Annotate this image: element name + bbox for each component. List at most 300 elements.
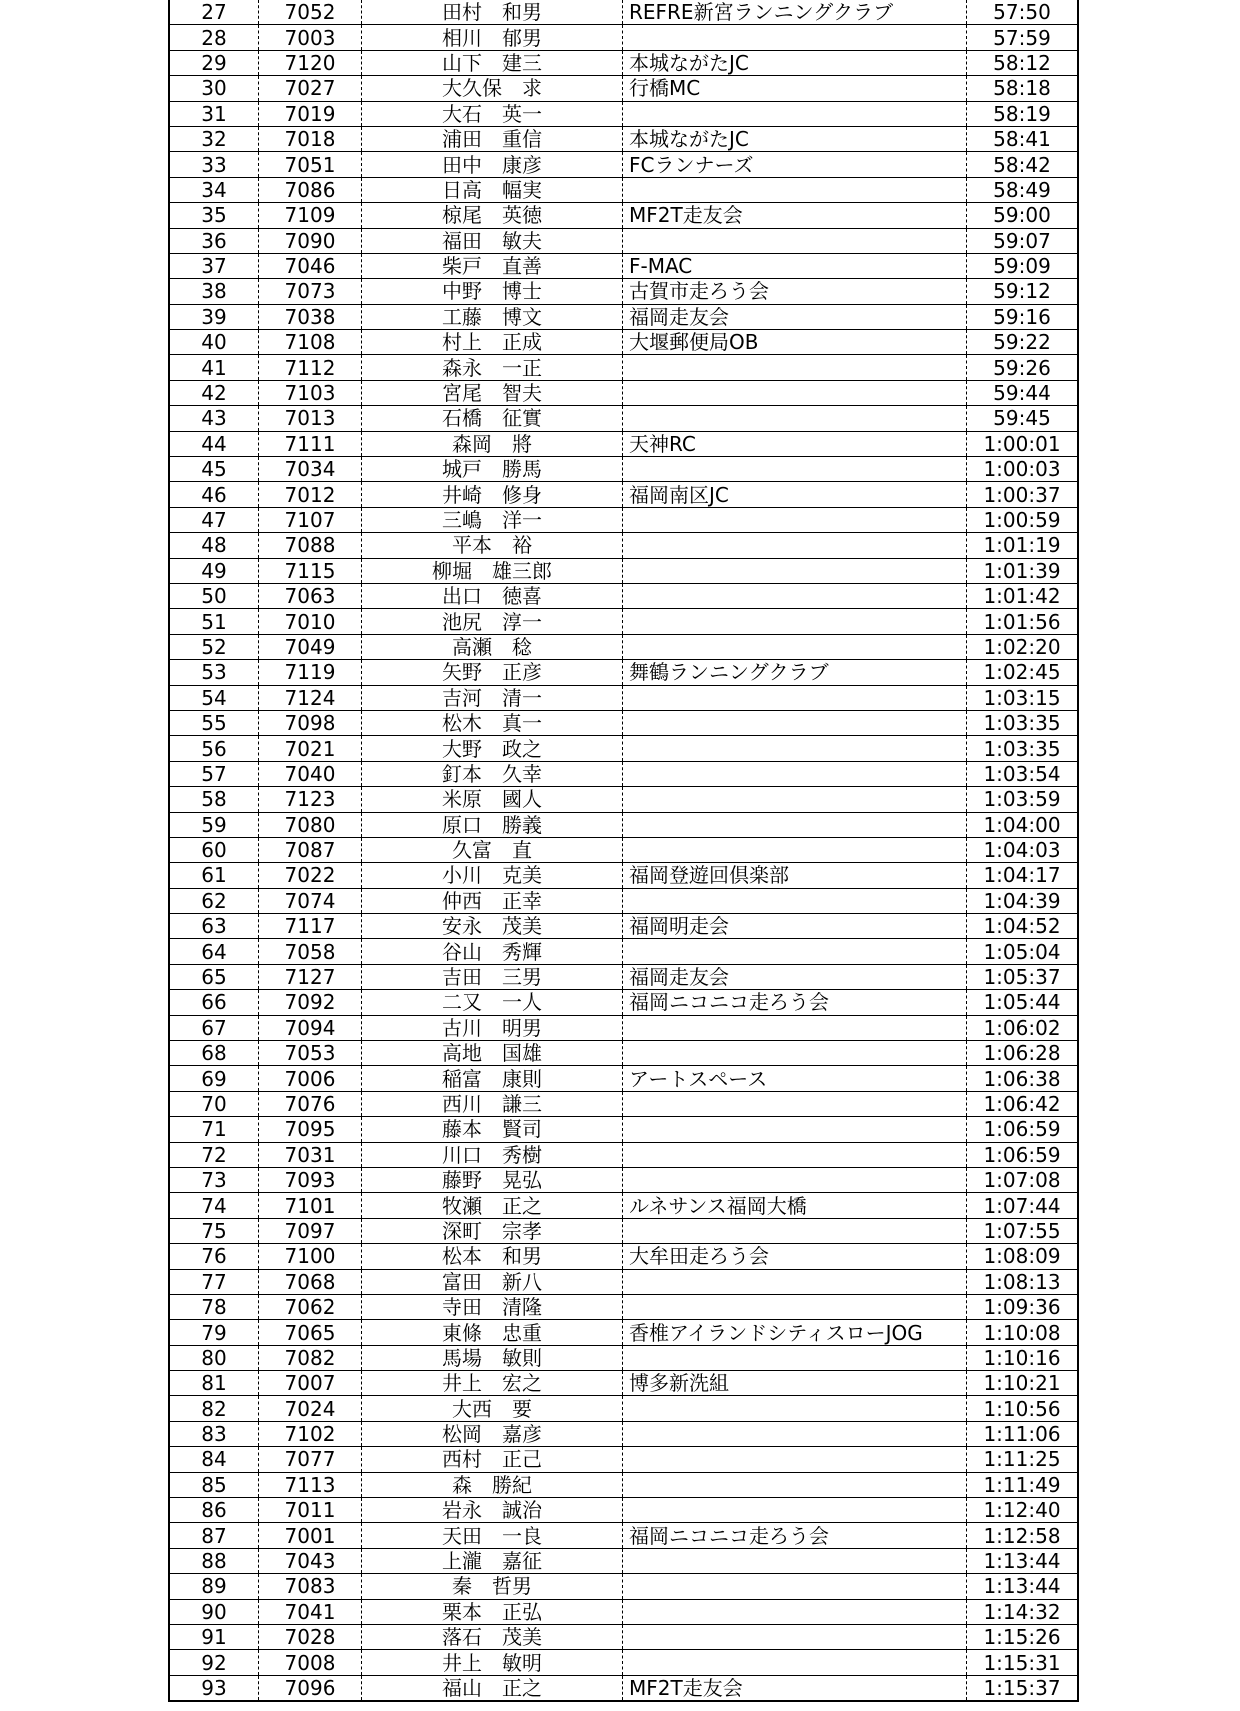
bib-number-cell: 7063 bbox=[259, 583, 362, 608]
table-row bbox=[169, 279, 1078, 304]
rank-cell: 73 bbox=[169, 1167, 259, 1192]
runner-name-cell: 富田 新八 bbox=[362, 1269, 623, 1294]
runner-name-cell: 上瀧 嘉征 bbox=[362, 1548, 623, 1573]
runner-name-cell: 森永 一正 bbox=[362, 355, 623, 380]
runner-name-cell: 矢野 正彦 bbox=[362, 660, 623, 685]
runner-name-cell: 日高 幅実 bbox=[362, 177, 623, 202]
finish-time-cell: 1:05:04 bbox=[967, 939, 1079, 964]
table-row bbox=[169, 1193, 1078, 1218]
rank-cell: 91 bbox=[169, 1625, 259, 1650]
bib-number-cell: 7096 bbox=[259, 1675, 362, 1701]
finish-time-cell: 1:11:49 bbox=[967, 1472, 1079, 1497]
finish-time-cell: 58:42 bbox=[967, 152, 1079, 177]
runner-name-cell: 安永 茂美 bbox=[362, 914, 623, 939]
runner-name-cell: 中野 博士 bbox=[362, 279, 623, 304]
table-row bbox=[169, 634, 1078, 659]
rank-cell: 41 bbox=[169, 355, 259, 380]
club-cell: 福岡ニコニコ走ろう会 bbox=[623, 1523, 967, 1548]
rank-cell: 52 bbox=[169, 634, 259, 659]
runner-name-cell: 柳堀 雄三郎 bbox=[362, 558, 623, 583]
club-cell bbox=[623, 1015, 967, 1040]
club-cell: 博多新洗組 bbox=[623, 1371, 967, 1396]
club-cell bbox=[623, 1447, 967, 1472]
rank-cell: 38 bbox=[169, 279, 259, 304]
finish-time-cell: 1:04:52 bbox=[967, 914, 1079, 939]
bib-number-cell: 7027 bbox=[259, 76, 362, 101]
runner-name-cell: 松木 真一 bbox=[362, 710, 623, 735]
runner-name-cell: 古川 明男 bbox=[362, 1015, 623, 1040]
club-cell bbox=[623, 1574, 967, 1599]
runner-name-cell: 大石 英一 bbox=[362, 101, 623, 126]
table-row bbox=[169, 609, 1078, 634]
rank-cell: 61 bbox=[169, 863, 259, 888]
bib-number-cell: 7113 bbox=[259, 1472, 362, 1497]
runner-name-cell: 西村 正己 bbox=[362, 1447, 623, 1472]
bib-number-cell: 7022 bbox=[259, 863, 362, 888]
rank-cell: 79 bbox=[169, 1320, 259, 1345]
rank-cell: 84 bbox=[169, 1447, 259, 1472]
table-row bbox=[169, 1142, 1078, 1167]
table-row bbox=[169, 482, 1078, 507]
finish-time-cell: 1:03:15 bbox=[967, 685, 1079, 710]
rank-cell: 50 bbox=[169, 583, 259, 608]
runner-name-cell: 松岡 嘉彦 bbox=[362, 1421, 623, 1446]
runner-name-cell: 森 勝紀 bbox=[362, 1472, 623, 1497]
runner-name-cell: 田村 和男 bbox=[362, 0, 623, 25]
finish-time-cell: 1:08:13 bbox=[967, 1269, 1079, 1294]
runner-name-cell: 高瀬 稔 bbox=[362, 634, 623, 659]
club-cell: ルネサンス福岡大橋 bbox=[623, 1193, 967, 1218]
rank-cell: 35 bbox=[169, 203, 259, 228]
finish-time-cell: 59:22 bbox=[967, 330, 1079, 355]
bib-number-cell: 7031 bbox=[259, 1142, 362, 1167]
bib-number-cell: 7052 bbox=[259, 0, 362, 25]
rank-cell: 64 bbox=[169, 939, 259, 964]
table-row bbox=[169, 203, 1078, 228]
finish-time-cell: 1:01:39 bbox=[967, 558, 1079, 583]
finish-time-cell: 1:04:00 bbox=[967, 812, 1079, 837]
table-row bbox=[169, 228, 1078, 253]
club-cell: MF2T走友会 bbox=[623, 203, 967, 228]
rank-cell: 88 bbox=[169, 1548, 259, 1573]
bib-number-cell: 7021 bbox=[259, 736, 362, 761]
finish-time-cell: 1:01:42 bbox=[967, 583, 1079, 608]
runner-name-cell: 落石 茂美 bbox=[362, 1625, 623, 1650]
bib-number-cell: 7068 bbox=[259, 1269, 362, 1294]
table-row bbox=[169, 1244, 1078, 1269]
finish-time-cell: 1:01:56 bbox=[967, 609, 1079, 634]
table-row bbox=[169, 1472, 1078, 1497]
club-cell: 大牟田走ろう会 bbox=[623, 1244, 967, 1269]
rank-cell: 89 bbox=[169, 1574, 259, 1599]
rank-cell: 37 bbox=[169, 253, 259, 278]
runner-name-cell: 二又 一人 bbox=[362, 990, 623, 1015]
runner-name-cell: 牧瀬 正之 bbox=[362, 1193, 623, 1218]
finish-time-cell: 58:49 bbox=[967, 177, 1079, 202]
rank-cell: 93 bbox=[169, 1675, 259, 1701]
bib-number-cell: 7100 bbox=[259, 1244, 362, 1269]
club-cell bbox=[623, 1117, 967, 1142]
bib-number-cell: 7117 bbox=[259, 914, 362, 939]
finish-time-cell: 59:45 bbox=[967, 406, 1079, 431]
finish-time-cell: 1:06:38 bbox=[967, 1066, 1079, 1091]
runner-name-cell: 福山 正之 bbox=[362, 1675, 623, 1701]
finish-time-cell: 1:08:09 bbox=[967, 1244, 1079, 1269]
bib-number-cell: 7083 bbox=[259, 1574, 362, 1599]
club-cell bbox=[623, 1269, 967, 1294]
runner-name-cell: 浦田 重信 bbox=[362, 126, 623, 151]
finish-time-cell: 1:10:08 bbox=[967, 1320, 1079, 1345]
runner-name-cell: 吉田 三男 bbox=[362, 964, 623, 989]
club-cell: 大堰郵便局OB bbox=[623, 330, 967, 355]
club-cell: 福岡明走会 bbox=[623, 914, 967, 939]
bib-number-cell: 7088 bbox=[259, 533, 362, 558]
club-cell: 福岡ニコニコ走ろう会 bbox=[623, 990, 967, 1015]
rank-cell: 71 bbox=[169, 1117, 259, 1142]
rank-cell: 81 bbox=[169, 1371, 259, 1396]
runner-name-cell: 深町 宗孝 bbox=[362, 1218, 623, 1243]
runner-name-cell: 松本 和男 bbox=[362, 1244, 623, 1269]
runner-name-cell: 森岡 將 bbox=[362, 431, 623, 456]
table-row bbox=[169, 177, 1078, 202]
rank-cell: 51 bbox=[169, 609, 259, 634]
finish-time-cell: 1:15:37 bbox=[967, 1675, 1079, 1701]
runner-name-cell: 小川 克美 bbox=[362, 863, 623, 888]
rank-cell: 28 bbox=[169, 25, 259, 50]
finish-time-cell: 1:03:54 bbox=[967, 761, 1079, 786]
rank-cell: 63 bbox=[169, 914, 259, 939]
bib-number-cell: 7123 bbox=[259, 787, 362, 812]
table-row bbox=[169, 583, 1078, 608]
club-cell bbox=[623, 634, 967, 659]
rank-cell: 48 bbox=[169, 533, 259, 558]
bib-number-cell: 7074 bbox=[259, 888, 362, 913]
bib-number-cell: 7051 bbox=[259, 152, 362, 177]
rank-cell: 78 bbox=[169, 1294, 259, 1319]
club-cell bbox=[623, 609, 967, 634]
bib-number-cell: 7010 bbox=[259, 609, 362, 634]
bib-number-cell: 7003 bbox=[259, 25, 362, 50]
bib-number-cell: 7013 bbox=[259, 406, 362, 431]
runner-name-cell: 馬場 敏則 bbox=[362, 1345, 623, 1370]
runner-name-cell: 工藤 博文 bbox=[362, 304, 623, 329]
finish-time-cell: 59:44 bbox=[967, 380, 1079, 405]
table-row bbox=[169, 660, 1078, 685]
bib-number-cell: 7001 bbox=[259, 1523, 362, 1548]
bib-number-cell: 7007 bbox=[259, 1371, 362, 1396]
runner-name-cell: 西川 謙三 bbox=[362, 1091, 623, 1116]
bib-number-cell: 7008 bbox=[259, 1650, 362, 1675]
table-row bbox=[169, 533, 1078, 558]
table-row bbox=[169, 1320, 1078, 1345]
rank-cell: 47 bbox=[169, 507, 259, 532]
club-cell bbox=[623, 1548, 967, 1573]
runner-name-cell: 米原 國人 bbox=[362, 787, 623, 812]
bib-number-cell: 7028 bbox=[259, 1625, 362, 1650]
bib-number-cell: 7006 bbox=[259, 1066, 362, 1091]
runner-name-cell: 藤野 晃弘 bbox=[362, 1167, 623, 1192]
rank-cell: 27 bbox=[169, 0, 259, 25]
table-row bbox=[169, 1091, 1078, 1116]
finish-time-cell: 1:03:59 bbox=[967, 787, 1079, 812]
finish-time-cell: 59:26 bbox=[967, 355, 1079, 380]
runner-name-cell: 吉河 清一 bbox=[362, 685, 623, 710]
finish-time-cell: 1:07:44 bbox=[967, 1193, 1079, 1218]
club-cell bbox=[623, 685, 967, 710]
club-cell bbox=[623, 1142, 967, 1167]
rank-cell: 32 bbox=[169, 126, 259, 151]
table-row bbox=[169, 1269, 1078, 1294]
rank-cell: 69 bbox=[169, 1066, 259, 1091]
table-row bbox=[169, 1066, 1078, 1091]
club-cell: 本城ながたJC bbox=[623, 126, 967, 151]
bib-number-cell: 7076 bbox=[259, 1091, 362, 1116]
club-cell: 行橋MC bbox=[623, 76, 967, 101]
runner-name-cell: 天田 一良 bbox=[362, 1523, 623, 1548]
finish-time-cell: 1:02:20 bbox=[967, 634, 1079, 659]
finish-time-cell: 1:04:17 bbox=[967, 863, 1079, 888]
club-cell bbox=[623, 558, 967, 583]
bib-number-cell: 7062 bbox=[259, 1294, 362, 1319]
rank-cell: 40 bbox=[169, 330, 259, 355]
rank-cell: 54 bbox=[169, 685, 259, 710]
club-cell bbox=[623, 761, 967, 786]
bib-number-cell: 7101 bbox=[259, 1193, 362, 1218]
club-cell bbox=[623, 1498, 967, 1523]
table-row bbox=[169, 304, 1078, 329]
finish-time-cell: 1:14:32 bbox=[967, 1599, 1079, 1624]
club-cell bbox=[623, 837, 967, 862]
finish-time-cell: 1:07:55 bbox=[967, 1218, 1079, 1243]
club-cell: アートスペース bbox=[623, 1066, 967, 1091]
bib-number-cell: 7011 bbox=[259, 1498, 362, 1523]
table-row bbox=[169, 457, 1078, 482]
finish-time-cell: 58:41 bbox=[967, 126, 1079, 151]
results-table bbox=[168, 0, 1079, 1702]
runner-name-cell: 谷山 秀輝 bbox=[362, 939, 623, 964]
club-cell bbox=[623, 787, 967, 812]
table-row bbox=[169, 126, 1078, 151]
runner-name-cell: 東條 忠重 bbox=[362, 1320, 623, 1345]
runner-name-cell: 高地 国雄 bbox=[362, 1041, 623, 1066]
bib-number-cell: 7073 bbox=[259, 279, 362, 304]
club-cell: 福岡走友会 bbox=[623, 304, 967, 329]
finish-time-cell: 57:59 bbox=[967, 25, 1079, 50]
runner-name-cell: 椋尾 英徳 bbox=[362, 203, 623, 228]
finish-time-cell: 1:06:28 bbox=[967, 1041, 1079, 1066]
club-cell bbox=[623, 1472, 967, 1497]
table-row bbox=[169, 507, 1078, 532]
results-table-body bbox=[169, 0, 1078, 1701]
bib-number-cell: 7097 bbox=[259, 1218, 362, 1243]
table-row bbox=[169, 1421, 1078, 1446]
finish-time-cell: 1:06:59 bbox=[967, 1142, 1079, 1167]
table-row bbox=[169, 1675, 1078, 1701]
rank-cell: 58 bbox=[169, 787, 259, 812]
club-cell: 福岡走友会 bbox=[623, 964, 967, 989]
rank-cell: 65 bbox=[169, 964, 259, 989]
table-row bbox=[169, 837, 1078, 862]
table-row bbox=[169, 152, 1078, 177]
table-row bbox=[169, 1294, 1078, 1319]
finish-time-cell: 1:10:21 bbox=[967, 1371, 1079, 1396]
rank-cell: 75 bbox=[169, 1218, 259, 1243]
finish-time-cell: 1:15:26 bbox=[967, 1625, 1079, 1650]
table-row bbox=[169, 50, 1078, 75]
rank-cell: 43 bbox=[169, 406, 259, 431]
club-cell: 福岡登遊回倶楽部 bbox=[623, 863, 967, 888]
rank-cell: 57 bbox=[169, 761, 259, 786]
club-cell: REFRE新宮ランニングクラブ bbox=[623, 0, 967, 25]
table-row bbox=[169, 1371, 1078, 1396]
bib-number-cell: 7094 bbox=[259, 1015, 362, 1040]
table-row bbox=[169, 1117, 1078, 1142]
bib-number-cell: 7077 bbox=[259, 1447, 362, 1472]
rank-cell: 80 bbox=[169, 1345, 259, 1370]
finish-time-cell: 1:06:02 bbox=[967, 1015, 1079, 1040]
rank-cell: 30 bbox=[169, 76, 259, 101]
rank-cell: 44 bbox=[169, 431, 259, 456]
runner-name-cell: 相川 郁男 bbox=[362, 25, 623, 50]
finish-time-cell: 1:03:35 bbox=[967, 710, 1079, 735]
finish-time-cell: 1:05:37 bbox=[967, 964, 1079, 989]
club-cell bbox=[623, 1396, 967, 1421]
bib-number-cell: 7093 bbox=[259, 1167, 362, 1192]
bib-number-cell: 7103 bbox=[259, 380, 362, 405]
club-cell bbox=[623, 380, 967, 405]
bib-number-cell: 7049 bbox=[259, 634, 362, 659]
club-cell: 香椎アイランドシティスローJOG bbox=[623, 1320, 967, 1345]
rank-cell: 87 bbox=[169, 1523, 259, 1548]
finish-time-cell: 1:13:44 bbox=[967, 1548, 1079, 1573]
bib-number-cell: 7115 bbox=[259, 558, 362, 583]
runner-name-cell: 池尻 淳一 bbox=[362, 609, 623, 634]
rank-cell: 72 bbox=[169, 1142, 259, 1167]
runner-name-cell: 平本 裕 bbox=[362, 533, 623, 558]
runner-name-cell: 大野 政之 bbox=[362, 736, 623, 761]
rank-cell: 53 bbox=[169, 660, 259, 685]
bib-number-cell: 7108 bbox=[259, 330, 362, 355]
club-cell bbox=[623, 1650, 967, 1675]
runner-name-cell: 栗本 正弘 bbox=[362, 1599, 623, 1624]
runner-name-cell: 秦 哲男 bbox=[362, 1574, 623, 1599]
bib-number-cell: 7090 bbox=[259, 228, 362, 253]
table-row bbox=[169, 736, 1078, 761]
finish-time-cell: 1:04:39 bbox=[967, 888, 1079, 913]
bib-number-cell: 7043 bbox=[259, 1548, 362, 1573]
rank-cell: 74 bbox=[169, 1193, 259, 1218]
rank-cell: 83 bbox=[169, 1421, 259, 1446]
table-row bbox=[169, 787, 1078, 812]
rank-cell: 55 bbox=[169, 710, 259, 735]
table-row bbox=[169, 761, 1078, 786]
club-cell bbox=[623, 1167, 967, 1192]
club-cell bbox=[623, 177, 967, 202]
table-row bbox=[169, 1523, 1078, 1548]
finish-time-cell: 1:06:42 bbox=[967, 1091, 1079, 1116]
rank-cell: 70 bbox=[169, 1091, 259, 1116]
runner-name-cell: 城戸 勝馬 bbox=[362, 457, 623, 482]
finish-time-cell: 1:13:44 bbox=[967, 1574, 1079, 1599]
finish-time-cell: 1:11:25 bbox=[967, 1447, 1079, 1472]
table-row bbox=[169, 1396, 1078, 1421]
rank-cell: 34 bbox=[169, 177, 259, 202]
club-cell bbox=[623, 507, 967, 532]
finish-time-cell: 58:12 bbox=[967, 50, 1079, 75]
table-row bbox=[169, 101, 1078, 126]
finish-time-cell: 1:07:08 bbox=[967, 1167, 1079, 1192]
table-row bbox=[169, 1574, 1078, 1599]
runner-name-cell: 柴戸 直善 bbox=[362, 253, 623, 278]
rank-cell: 31 bbox=[169, 101, 259, 126]
club-cell bbox=[623, 25, 967, 50]
table-row bbox=[169, 1218, 1078, 1243]
club-cell: 天神RC bbox=[623, 431, 967, 456]
table-row bbox=[169, 888, 1078, 913]
rank-cell: 59 bbox=[169, 812, 259, 837]
finish-time-cell: 58:18 bbox=[967, 76, 1079, 101]
bib-number-cell: 7041 bbox=[259, 1599, 362, 1624]
table-row bbox=[169, 685, 1078, 710]
table-row bbox=[169, 558, 1078, 583]
table-row bbox=[169, 812, 1078, 837]
runner-name-cell: 釘本 久幸 bbox=[362, 761, 623, 786]
finish-time-cell: 1:06:59 bbox=[967, 1117, 1079, 1142]
runner-name-cell: 寺田 清隆 bbox=[362, 1294, 623, 1319]
club-cell bbox=[623, 228, 967, 253]
club-cell bbox=[623, 812, 967, 837]
table-row bbox=[169, 1498, 1078, 1523]
finish-time-cell: 59:00 bbox=[967, 203, 1079, 228]
bib-number-cell: 7046 bbox=[259, 253, 362, 278]
bib-number-cell: 7120 bbox=[259, 50, 362, 75]
rank-cell: 60 bbox=[169, 837, 259, 862]
rank-cell: 66 bbox=[169, 990, 259, 1015]
table-row bbox=[169, 939, 1078, 964]
rank-cell: 45 bbox=[169, 457, 259, 482]
finish-time-cell: 59:07 bbox=[967, 228, 1079, 253]
finish-time-cell: 1:12:58 bbox=[967, 1523, 1079, 1548]
rank-cell: 90 bbox=[169, 1599, 259, 1624]
table-row bbox=[169, 1345, 1078, 1370]
bib-number-cell: 7034 bbox=[259, 457, 362, 482]
table-row bbox=[169, 25, 1078, 50]
runner-name-cell: 原口 勝義 bbox=[362, 812, 623, 837]
club-cell: 本城ながたJC bbox=[623, 50, 967, 75]
club-cell bbox=[623, 888, 967, 913]
finish-time-cell: 1:10:56 bbox=[967, 1396, 1079, 1421]
bib-number-cell: 7040 bbox=[259, 761, 362, 786]
finish-time-cell: 1:04:03 bbox=[967, 837, 1079, 862]
club-cell: FCランナーズ bbox=[623, 152, 967, 177]
club-cell: 福岡南区JC bbox=[623, 482, 967, 507]
runner-name-cell: 石橋 征實 bbox=[362, 406, 623, 431]
club-cell bbox=[623, 101, 967, 126]
table-row bbox=[169, 1650, 1078, 1675]
runner-name-cell: 岩永 誠治 bbox=[362, 1498, 623, 1523]
runner-name-cell: 村上 正成 bbox=[362, 330, 623, 355]
club-cell bbox=[623, 1218, 967, 1243]
rank-cell: 29 bbox=[169, 50, 259, 75]
finish-time-cell: 58:19 bbox=[967, 101, 1079, 126]
finish-time-cell: 1:01:19 bbox=[967, 533, 1079, 558]
rank-cell: 86 bbox=[169, 1498, 259, 1523]
rank-cell: 62 bbox=[169, 888, 259, 913]
runner-name-cell: 大西 要 bbox=[362, 1396, 623, 1421]
finish-time-cell: 1:02:45 bbox=[967, 660, 1079, 685]
club-cell: MF2T走友会 bbox=[623, 1675, 967, 1701]
club-cell bbox=[623, 1091, 967, 1116]
